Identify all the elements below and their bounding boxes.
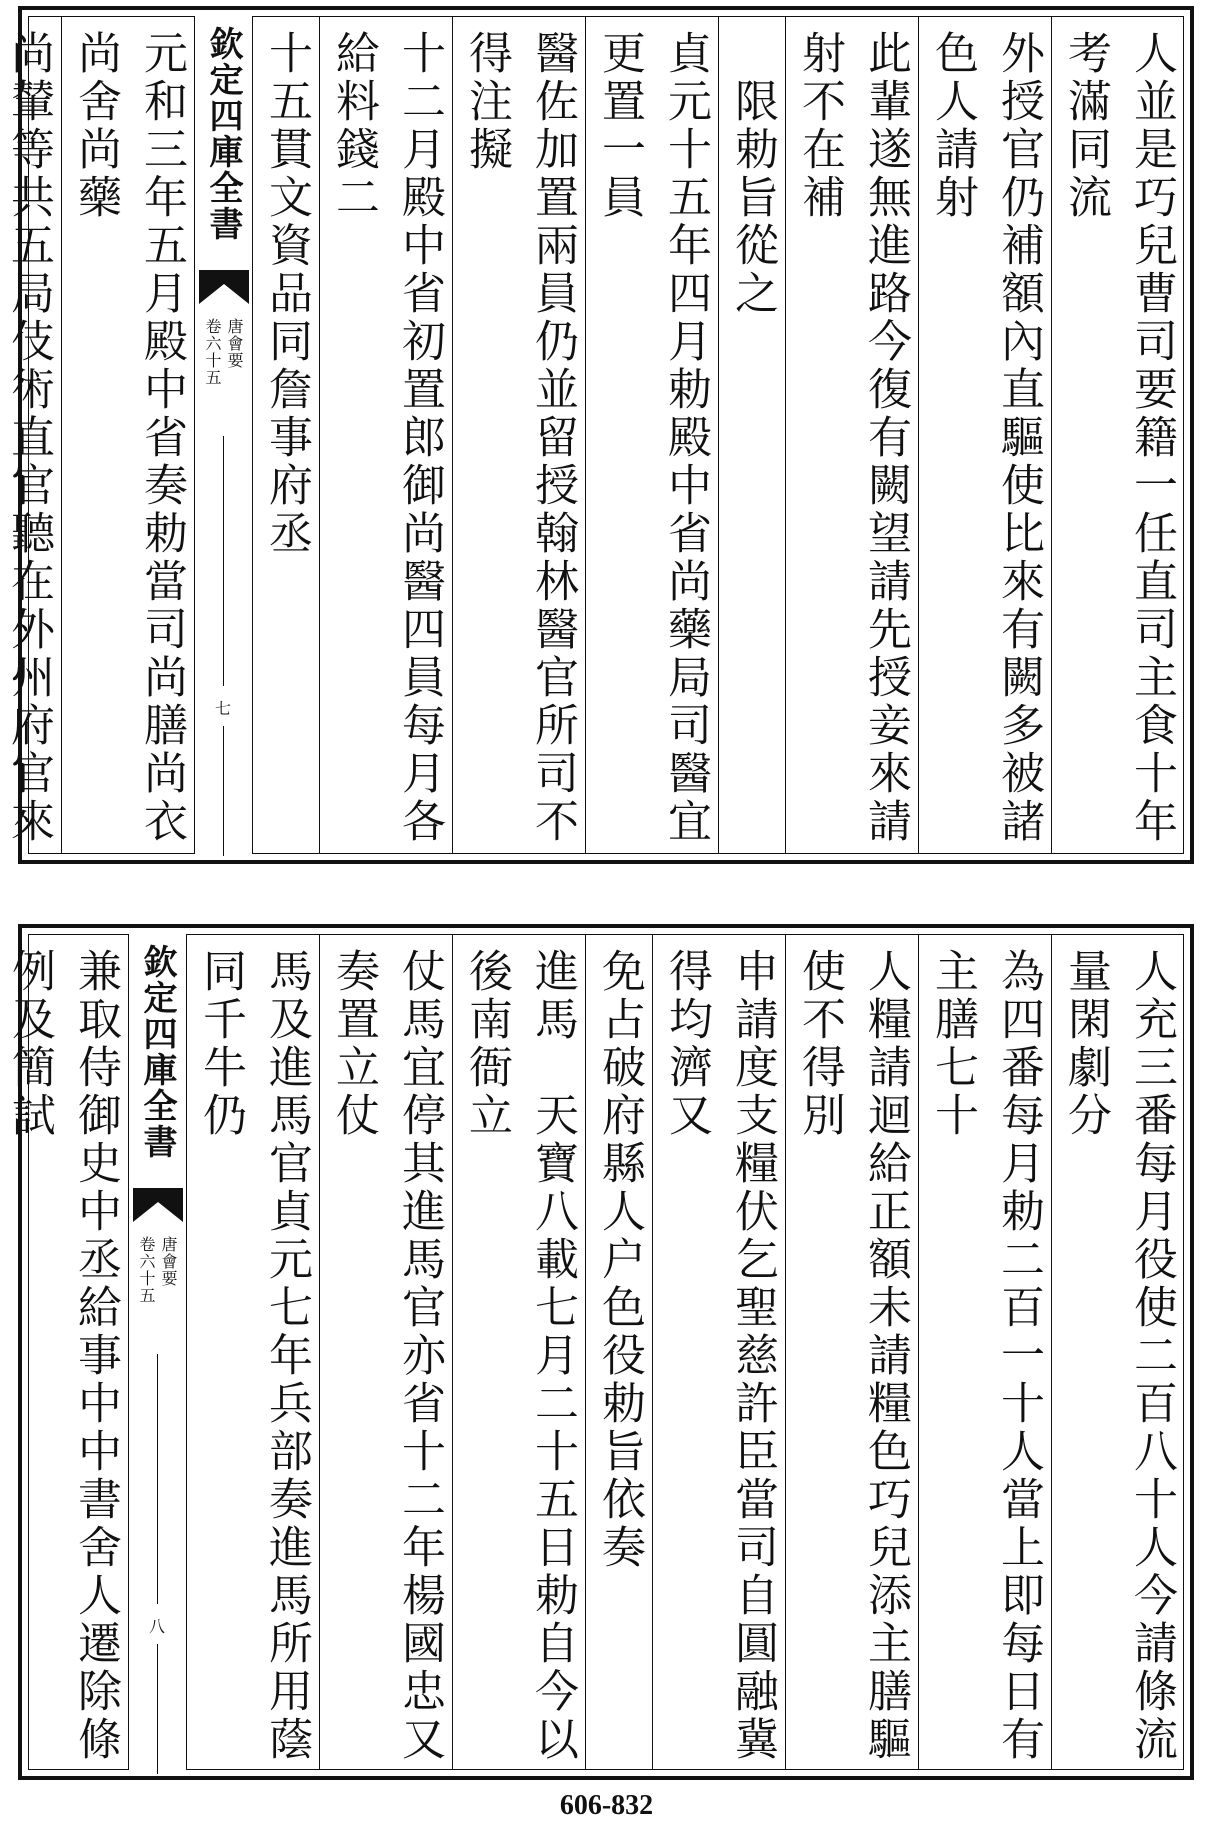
fish-tail-ornament-icon (199, 270, 249, 304)
top-page (3, 6, 1194, 864)
volume-label: 卷六十五 (203, 318, 222, 386)
series-title: 欽定四庫全書 (137, 944, 177, 1160)
text-column: 外授官仍補額內直驅使比來有闕多被諸色人請射 (918, 16, 1051, 854)
center-rule (223, 436, 224, 686)
text-column: 限勅旨從之 (718, 16, 785, 854)
book-title: 唐會要 (159, 1236, 178, 1287)
volume-label: 卷六十五 (137, 1236, 156, 1304)
text-column: 元和三年五月殿中省奏勅當司尚膳尚衣尚舍尚藥 (61, 16, 194, 854)
text-column: 申請度支糧伏乞聖慈許臣當司自圓融冀得均濟又 (652, 934, 785, 1770)
text-column: 為四番每月勅二百一十人當上即每日有主膳七十 (918, 934, 1051, 1770)
leaf-number: 八 (149, 1617, 166, 1636)
text-column: 人並是巧兒曹司要籍一任直司主食十年考滿同流 (1051, 16, 1184, 854)
bottom-page-columns (4, 934, 1184, 1770)
center-rule (223, 726, 224, 856)
fish-tail-ornament-icon (133, 1188, 183, 1222)
series-title: 欽定四庫全書 (203, 26, 243, 242)
text-column: 醫佐加置兩員仍並留授翰林醫官所司不得注擬 (452, 16, 585, 854)
bottom-page (4, 924, 1194, 1780)
book-title: 唐會要 (225, 318, 244, 369)
text-column: 兼取侍御史中丞給事中中書舍人遷除條例及簡試 (0, 934, 128, 1770)
top-page-columns (3, 16, 1184, 854)
center-rule (157, 1354, 158, 1604)
text-column: 人充三番每月役使二百八十人今請條流量閑劇分 (1051, 934, 1184, 1770)
center-rule (157, 1644, 158, 1774)
text-column: 人糧請迴給正額未請糧色巧兒添主膳驅使不得別 (785, 934, 918, 1770)
text-column: 進馬 天寶八載七月二十五日勅自今以後南衙立 (452, 934, 585, 1770)
text-column: 十二月殿中省初置郎御尚醫四員每月各給料錢二 (319, 16, 452, 854)
text-column: 尚輦等共五局伎術直官聽在外州府官來 (0, 16, 61, 854)
text-column: 此輩遂無進路今復有闕望請先授妾來請射不在補 (785, 16, 918, 854)
text-column: 免占破府縣人户色役勅旨依奏 (585, 934, 652, 1770)
text-column: 十五貫文資品同詹事府丞 (252, 16, 319, 854)
text-column: 仗馬宜停其進馬官亦省十二年楊國忠又奏置立仗 (319, 934, 452, 1770)
center-fold-header (128, 934, 186, 1770)
page-number: 606-832 (559, 1790, 654, 1821)
leaf-number: 七 (215, 699, 232, 718)
center-fold-header (194, 16, 252, 854)
text-column: 馬及進馬官貞元七年兵部奏進馬所用蔭同千牛仍 (186, 934, 319, 1770)
text-column: 貞元十五年四月勅殿中省尚藥局司醫宜更置一員 (585, 16, 718, 854)
